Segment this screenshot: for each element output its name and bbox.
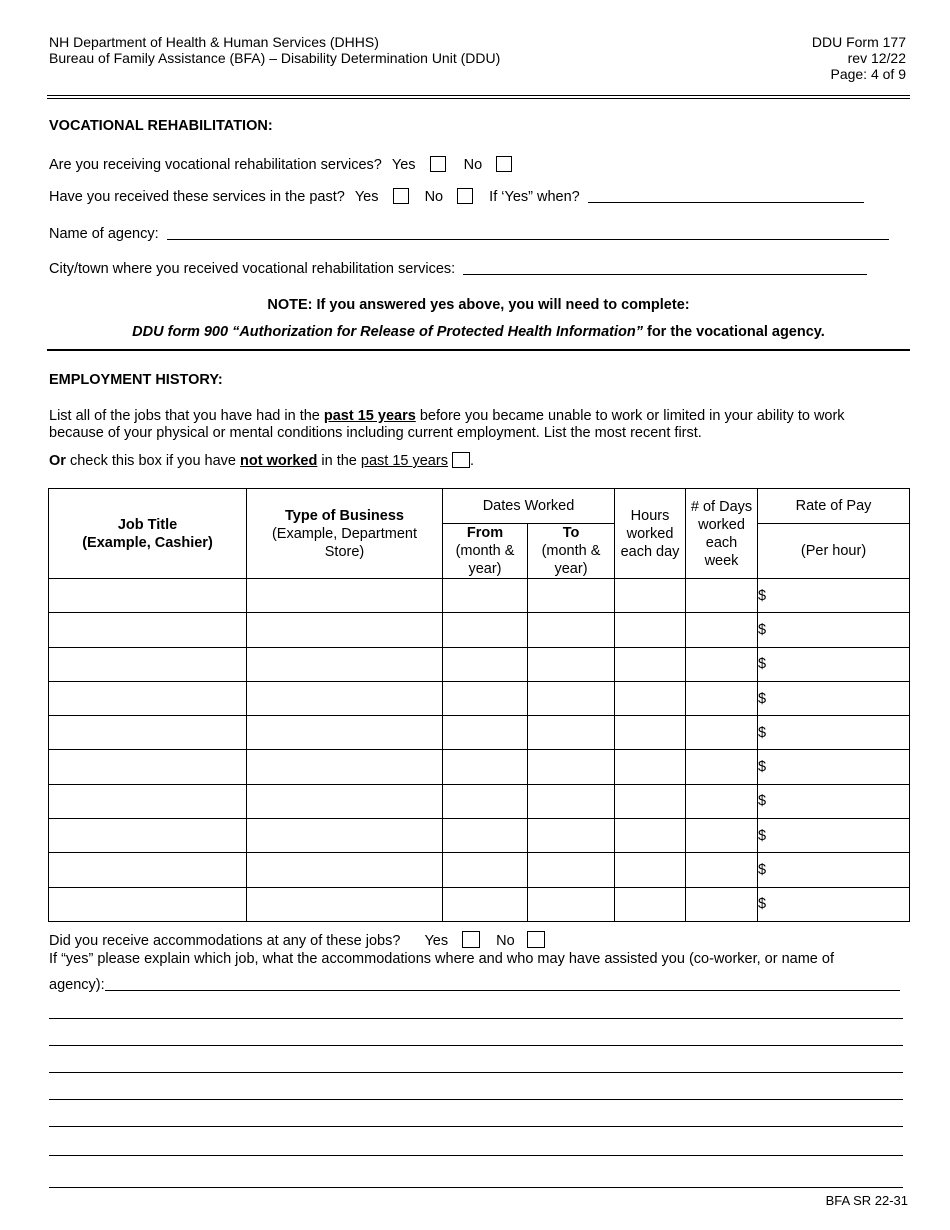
vocational-title: VOCATIONAL REHABILITATION: bbox=[49, 118, 273, 134]
from-header: From bbox=[466, 525, 504, 541]
rate-cell[interactable] bbox=[758, 613, 910, 647]
to-cell[interactable] bbox=[528, 647, 615, 681]
days-cell[interactable] bbox=[686, 887, 758, 921]
col-from bbox=[443, 524, 528, 579]
intro-past-15-years: past 15 years bbox=[323, 408, 416, 424]
days-cell[interactable] bbox=[686, 819, 758, 853]
if-yes-when-label: If ‘Yes” when? bbox=[489, 189, 580, 205]
rate-cell[interactable] bbox=[758, 750, 910, 784]
employment-intro bbox=[49, 408, 919, 442]
col-job-title bbox=[49, 489, 247, 579]
employment-title: EMPLOYMENT HISTORY: bbox=[49, 372, 223, 388]
hours-cell[interactable] bbox=[615, 613, 686, 647]
from-cell[interactable] bbox=[443, 579, 528, 613]
col-dates-worked: Dates Worked bbox=[443, 489, 615, 524]
form-rev: rev 12/22 bbox=[847, 50, 906, 66]
note-form-name: DDU form 900 “Authorization for Release of Protected Health Information” bbox=[132, 324, 643, 340]
accommodations-row bbox=[49, 931, 545, 949]
dollar-sign: $ bbox=[758, 621, 767, 638]
from-cell[interactable] bbox=[443, 681, 528, 715]
employment-table-body bbox=[49, 579, 910, 922]
dollar-sign: $ bbox=[758, 793, 767, 810]
accommodations-yes-checkbox[interactable] bbox=[462, 931, 480, 948]
note-line: NOTE: If you answered yes above, you will need to complete: bbox=[267, 297, 690, 313]
col-business bbox=[247, 489, 443, 579]
not-worked-row bbox=[49, 452, 474, 469]
past-yes-checkbox[interactable] bbox=[393, 188, 409, 204]
from-cell[interactable] bbox=[443, 887, 528, 921]
from-sub: (month & year) bbox=[455, 543, 515, 577]
explain-line[interactable] bbox=[49, 1155, 903, 1156]
rate-cell[interactable] bbox=[758, 716, 910, 750]
business-cell[interactable] bbox=[247, 681, 443, 715]
job-title-example: (Example, Cashier) bbox=[82, 534, 213, 551]
job-title-cell[interactable] bbox=[49, 887, 247, 921]
job-title-cell[interactable] bbox=[49, 784, 247, 818]
business-cell[interactable] bbox=[247, 716, 443, 750]
days-cell[interactable] bbox=[686, 647, 758, 681]
or-label: Or bbox=[49, 453, 66, 469]
accommodations-explain: If “yes” please explain which job, what the accommodations where and who may have assisted you (co-worker, or name of bbox=[49, 951, 834, 967]
or-text-a: check this box if you have bbox=[65, 453, 241, 469]
rate-cell[interactable] bbox=[758, 579, 910, 613]
explain-line[interactable] bbox=[49, 1045, 903, 1046]
hours-cell[interactable] bbox=[615, 853, 686, 887]
to-cell[interactable] bbox=[528, 887, 615, 921]
rate-cell[interactable] bbox=[758, 887, 910, 921]
to-cell[interactable] bbox=[528, 750, 615, 784]
table-row bbox=[49, 750, 910, 784]
dollar-sign: $ bbox=[758, 896, 767, 913]
hours-cell[interactable] bbox=[615, 887, 686, 921]
q-receiving-no-label: No bbox=[463, 157, 483, 173]
employment-table bbox=[48, 488, 910, 922]
explain-line[interactable] bbox=[49, 1126, 903, 1127]
job-title-cell[interactable] bbox=[49, 613, 247, 647]
table-row bbox=[49, 579, 910, 613]
to-cell[interactable] bbox=[528, 681, 615, 715]
col-days: # of Days worked each week bbox=[686, 489, 758, 579]
agency-field[interactable] bbox=[167, 239, 889, 240]
job-title-cell[interactable] bbox=[49, 716, 247, 750]
receiving-yes-checkbox[interactable] bbox=[430, 156, 446, 172]
to-cell[interactable] bbox=[528, 579, 615, 613]
col-to bbox=[528, 524, 615, 579]
hours-cell[interactable] bbox=[615, 716, 686, 750]
col-rate-sub: (Per hour) bbox=[758, 524, 910, 579]
explain-line[interactable] bbox=[49, 1187, 903, 1188]
job-title-cell[interactable] bbox=[49, 750, 247, 784]
city-label: City/town where you received vocational rehabilitation services: bbox=[49, 261, 456, 277]
table-row bbox=[49, 784, 910, 818]
receiving-no-checkbox[interactable] bbox=[496, 156, 512, 172]
rate-cell[interactable] bbox=[758, 681, 910, 715]
accommodations-agency-field[interactable] bbox=[105, 990, 900, 991]
hours-cell[interactable] bbox=[615, 784, 686, 818]
to-cell[interactable] bbox=[528, 784, 615, 818]
employment-intro-line1 bbox=[49, 408, 919, 425]
explain-line[interactable] bbox=[49, 1018, 903, 1019]
business-cell[interactable] bbox=[247, 647, 443, 681]
days-cell[interactable] bbox=[686, 716, 758, 750]
to-cell[interactable] bbox=[528, 853, 615, 887]
dollar-sign: $ bbox=[758, 759, 767, 776]
intro-part-c: before you became unable to work or limited in your ability to work bbox=[415, 408, 845, 424]
col-hours: Hours worked each day bbox=[615, 489, 686, 579]
hours-cell[interactable] bbox=[615, 750, 686, 784]
form-id: DDU Form 177 bbox=[811, 34, 906, 50]
dept-name: NH Department of Health & Human Services (DHHS) bbox=[49, 34, 379, 50]
accommodations-question: Did you receive accommodations at any of these jobs? bbox=[49, 933, 401, 949]
days-cell[interactable] bbox=[686, 681, 758, 715]
bureau-name: Bureau of Family Assistance (BFA) – Disability Determination Unit (DDU) bbox=[49, 50, 501, 66]
dollar-sign: $ bbox=[758, 690, 767, 707]
city-field[interactable] bbox=[463, 274, 867, 275]
dollar-sign: $ bbox=[758, 724, 767, 741]
days-cell[interactable] bbox=[686, 613, 758, 647]
business-cell[interactable] bbox=[247, 853, 443, 887]
accommodations-yes-label: Yes bbox=[424, 933, 449, 949]
table-row bbox=[49, 716, 910, 750]
hours-cell[interactable] bbox=[615, 579, 686, 613]
accommodations-no-checkbox[interactable] bbox=[527, 931, 545, 948]
q-past-label: Have you received these services in the past? bbox=[49, 189, 345, 205]
rate-cell[interactable] bbox=[758, 853, 910, 887]
to-header: To bbox=[562, 525, 580, 541]
business-cell[interactable] bbox=[247, 579, 443, 613]
accommodations-agency-row bbox=[49, 977, 900, 993]
hours-cell[interactable] bbox=[615, 681, 686, 715]
header-left bbox=[49, 34, 500, 66]
to-cell[interactable] bbox=[528, 613, 615, 647]
from-cell[interactable] bbox=[443, 853, 528, 887]
header-divider bbox=[47, 95, 910, 99]
footer-code: BFA SR 22-31 bbox=[825, 1193, 908, 1208]
table-row bbox=[49, 887, 910, 921]
from-cell[interactable] bbox=[443, 716, 528, 750]
business-cell[interactable] bbox=[247, 887, 443, 921]
days-cell[interactable] bbox=[686, 853, 758, 887]
dollar-sign: $ bbox=[758, 587, 767, 604]
agency-row bbox=[49, 226, 889, 242]
table-row bbox=[49, 681, 910, 715]
table-row bbox=[49, 819, 910, 853]
to-cell[interactable] bbox=[528, 716, 615, 750]
explain-line[interactable] bbox=[49, 1072, 903, 1073]
days-cell[interactable] bbox=[686, 579, 758, 613]
or-text-c: in the bbox=[317, 453, 361, 469]
table-row bbox=[49, 647, 910, 681]
from-cell[interactable] bbox=[443, 647, 528, 681]
dollar-sign: $ bbox=[758, 862, 767, 879]
accommodations-agency-label: agency): bbox=[49, 977, 105, 993]
job-title-cell[interactable] bbox=[49, 647, 247, 681]
business-example: (Example, Department Store) bbox=[271, 525, 418, 560]
q-receiving-label: Are you receiving vocational rehabilitation services? bbox=[49, 157, 382, 173]
rate-cell[interactable] bbox=[758, 784, 910, 818]
dollar-sign: $ bbox=[758, 827, 767, 844]
header-right bbox=[812, 34, 906, 82]
table-row bbox=[49, 853, 910, 887]
rate-cell[interactable] bbox=[758, 647, 910, 681]
employment-intro-line2: because of your physical or mental conditions including current employment. List the most recent first. bbox=[49, 425, 702, 441]
q-past-services bbox=[49, 188, 864, 205]
note-form-line bbox=[47, 324, 910, 340]
if-yes-when-field[interactable] bbox=[588, 202, 864, 203]
or-text-period: . bbox=[469, 453, 474, 469]
q-past-no-label: No bbox=[424, 189, 444, 205]
note-form-tail: for the vocational agency. bbox=[642, 324, 825, 340]
col-rate: Rate of Pay bbox=[758, 489, 910, 524]
business-header: Type of Business bbox=[285, 507, 404, 524]
from-cell[interactable] bbox=[443, 784, 528, 818]
job-title-cell[interactable] bbox=[49, 853, 247, 887]
job-title-cell[interactable] bbox=[49, 819, 247, 853]
job-title-header: Job Title bbox=[117, 516, 178, 533]
dollar-sign: $ bbox=[758, 656, 767, 673]
business-cell[interactable] bbox=[247, 750, 443, 784]
from-cell[interactable] bbox=[443, 750, 528, 784]
accommodations-no-label: No bbox=[496, 933, 515, 949]
days-cell[interactable] bbox=[686, 784, 758, 818]
or-past-15-years: past 15 years bbox=[360, 453, 448, 469]
job-title-cell[interactable] bbox=[49, 579, 247, 613]
from-cell[interactable] bbox=[443, 819, 528, 853]
page-number: Page: 4 of 9 bbox=[830, 66, 906, 82]
hours-cell[interactable] bbox=[615, 819, 686, 853]
section-divider bbox=[47, 349, 910, 351]
intro-part-a: List all of the jobs that you have had in the bbox=[49, 408, 324, 424]
business-cell[interactable] bbox=[247, 784, 443, 818]
q-receiving-yes-label: Yes bbox=[391, 157, 416, 173]
to-cell[interactable] bbox=[528, 819, 615, 853]
past-no-checkbox[interactable] bbox=[457, 188, 473, 204]
not-worked-checkbox[interactable] bbox=[452, 452, 470, 468]
city-row bbox=[49, 261, 867, 277]
q-receiving-services bbox=[49, 156, 512, 173]
explain-line[interactable] bbox=[49, 1099, 903, 1100]
agency-label: Name of agency: bbox=[49, 226, 159, 242]
not-worked-text: not worked bbox=[240, 453, 318, 469]
table-row bbox=[49, 613, 910, 647]
business-cell[interactable] bbox=[247, 613, 443, 647]
q-past-yes-label: Yes bbox=[354, 189, 379, 205]
days-cell[interactable] bbox=[686, 750, 758, 784]
hours-cell[interactable] bbox=[615, 647, 686, 681]
job-title-cell[interactable] bbox=[49, 681, 247, 715]
from-cell[interactable] bbox=[443, 613, 528, 647]
business-cell[interactable] bbox=[247, 819, 443, 853]
to-sub: (month & year) bbox=[541, 543, 601, 577]
rate-cell[interactable] bbox=[758, 819, 910, 853]
